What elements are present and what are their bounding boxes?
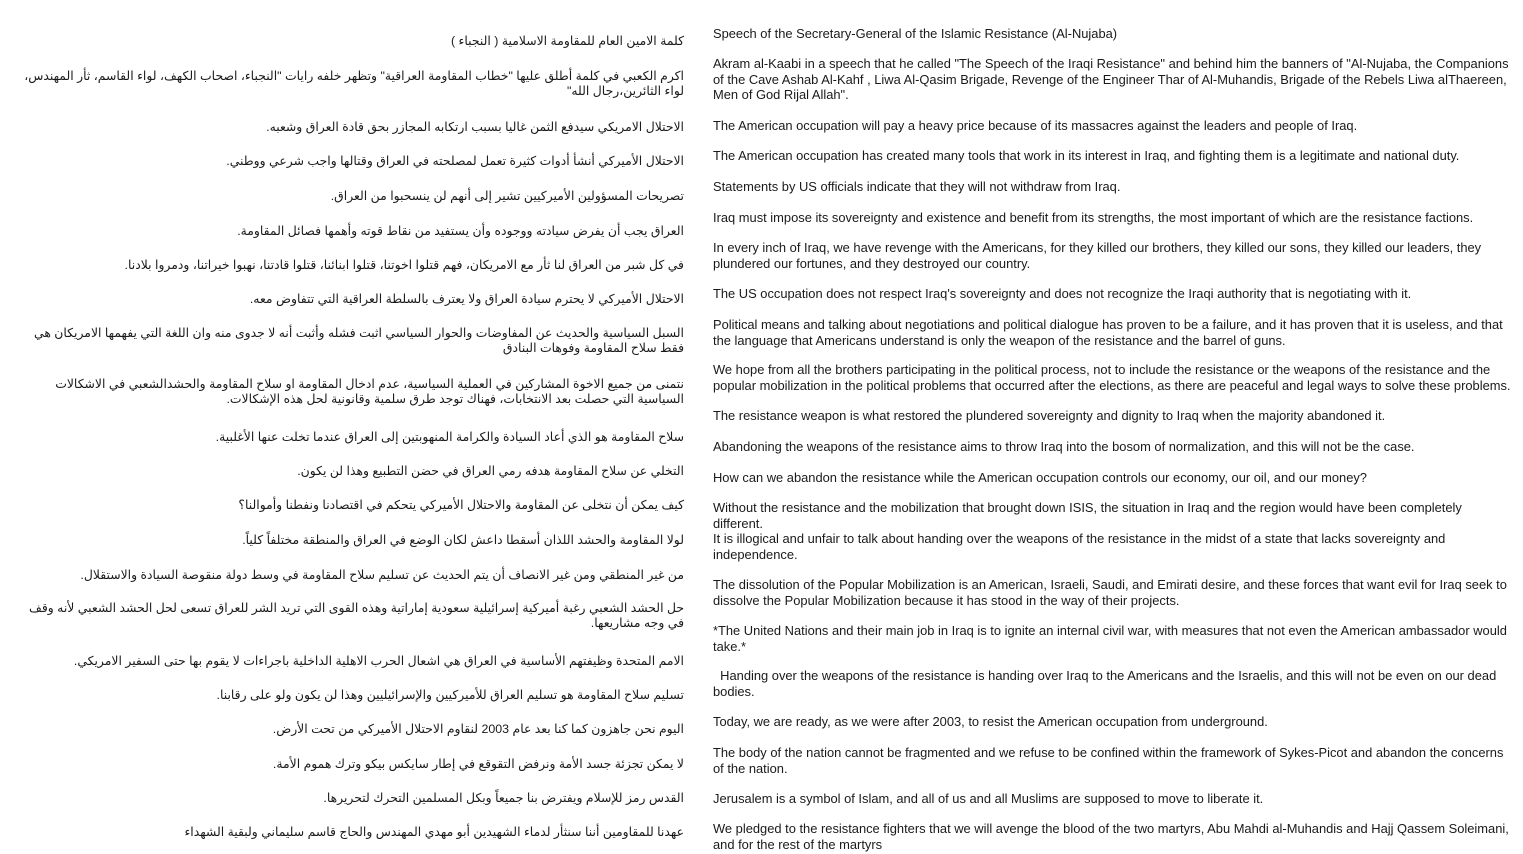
english-paragraph: Today, we are ready, as we were after 2003, to resist the American occupation from underground. — [713, 714, 1268, 729]
arabic-paragraph: الاحتلال الامريكي سيدفع الثمن غاليا بسبب ارتكابه المجازر بحق قادة العراق وشعبه. — [266, 120, 684, 134]
arabic-paragraph: تصريحات المسؤولين الأميركيين تشير إلى أنهم لن ينسحبوا من العراق. — [330, 189, 684, 203]
english-paragraph: The American occupation has created many tools that work in its interest in Iraq, and fighting them is a legitimate and national duty. — [713, 148, 1460, 163]
english-paragraph: *The United Nations and their main job in Iraq is to ignite an internal civil war, with measures that not even the American ambassador would take.* — [713, 623, 1507, 654]
arabic-paragraph: لا يمكن تجزئة جسد الأمة ونرفض التقوقع في إطار سايكس بيكو وترك هموم الأمة. — [272, 757, 684, 771]
arabic-paragraph: لولا المقاومة والحشد اللذان أسقطا داعش لكان الوضع في العراق والمنطقة مختلفاً كلياً. — [242, 533, 684, 547]
arabic-paragraph: في كل شبر من العراق لنا ثأر مع الامريكان، فهم قتلوا اخوتنا، قتلوا ابنائنا، قتلوا قادتنا، نهبوا خيراتنا، ودمروا بلادنا. — [124, 258, 684, 272]
english-paragraph: Handing over the weapons of the resistance is handing over Iraq to the Americans and the Israelis, and this will not be even on our dead bodies. — [713, 668, 1500, 699]
english-title: Speech of the Secretary-General of the Islamic Resistance (Al-Nujaba) — [713, 26, 1118, 41]
english-column — [713, 0, 1513, 854]
english-paragraph: The dissolution of the Popular Mobilization is an American, Israeli, Saudi, and Emirati desire, and these forces that want evil for Iraq seek to dissolve the Popular Mobilization because it has stood in the way of their projects. — [713, 577, 1507, 608]
arabic-paragraph: نتمنى من جميع الاخوة المشاركين في العملية السياسية، عدم ادخال المقاومة او سلاح المقاومة والحشدالشعبي في الاشكالات السياسية التي حصلت بعد الانتخابات، فهناك توجد طرق سلمية وقانونية لحل هذه الإشكالات. — [55, 377, 684, 406]
english-paragraph: The resistance weapon is what restored the plundered sovereignty and dignity to Iraq when the majority abandoned it. — [713, 408, 1386, 423]
arabic-paragraph: الامم المتحدة وظيفتهم الأساسية في العراق هي اشعال الحرب الاهلية الداخلية باجراءات لا يقوم بها حتى السفير الامريكي. — [73, 654, 684, 668]
english-paragraph: We hope from all the brothers participating in the political process, not to include the resistance or the weapons of the resistance and the popular mobilization in the political problems that occurred after the elections, as there are peaceful and legal ways to solve these problems. — [713, 362, 1511, 393]
arabic-column — [24, 0, 684, 854]
english-paragraph: Jerusalem is a symbol of Islam, and all of us and all Muslims are supposed to move to liberate it. — [713, 791, 1264, 806]
english-paragraph: The American occupation will pay a heavy price because of its massacres against the leaders and people of Iraq. — [713, 118, 1358, 133]
english-paragraph: Akram al-Kaabi in a speech that he called "The Speech of the Iraqi Resistance" and behind him the banners of "Al-Nujaba, the Companions of the Cave Ashab Al-Kahf , Liwa Al-Qasim Brigade, Revenge of the Engineer Thar of Al-Muhandis, Brigade of the Rebels Liwa alThaereen, Men of God Rijal Allah". — [713, 56, 1509, 102]
arabic-paragraph: الاحتلال الأميركي لا يحترم سيادة العراق ولا يعترف بالسلطة العراقية التي تتفاوض معه. — [249, 292, 684, 306]
arabic-paragraph: القدس رمز للإسلام ويفترض بنا جميعاً وبكل المسلمين التحرك لتحريرها. — [323, 791, 684, 805]
english-paragraph: The US occupation does not respect Iraq's sovereignty and does not recognize the Iraqi authority that is negotiating with it. — [713, 286, 1412, 301]
arabic-paragraph: التخلي عن سلاح المقاومة هدفه رمي العراق في حضن التطبيع وهذا لن يكون. — [297, 464, 684, 478]
arabic-paragraph: اكرم الكعبي في كلمة أطلق عليها "خطاب المقاومة العراقية" وتظهر خلفه رايات "النجباء، اصحاب الكهف، لواء القاسم، ثأر المهندس، لواء الثائرين،رجال الله" — [24, 69, 684, 98]
arabic-paragraph: الاحتلال الأميركي أنشأ أدوات كثيرة تعمل لمصلحته في العراق وقتالها واجب شرعي ووطني. — [226, 154, 684, 168]
arabic-paragraph: كيف يمكن أن نتخلى عن المقاومة والاحتلال الأميركي يتحكم في اقتصادنا ونفطنا وأموالنا؟ — [238, 498, 684, 512]
arabic-paragraph: عهدنا للمقاومين أننا سنثأر لدماء الشهيدين أبو مهدي المهندس والحاج قاسم سليماني ولبقية الشهداء — [184, 825, 684, 839]
arabic-paragraph: اليوم نحن جاهزون كما كنا بعد عام 2003 لنقاوم الاحتلال الأميركي من تحت الأرض. — [272, 722, 684, 736]
arabic-paragraph: العراق يجب أن يفرض سيادته ووجوده وأن يستفيد من نقاط قوته وأهمها فصائل المقاومة. — [237, 224, 684, 238]
arabic-paragraph: سلاح المقاومة هو الذي أعاد السيادة والكرامة المنهوبتين إلى العراق عندما تخلت عنها الأغلبية. — [215, 430, 684, 444]
arabic-title: كلمة الامين العام للمقاومة الاسلامية ( النجباء ) — [450, 34, 684, 48]
english-paragraph: The body of the nation cannot be fragmented and we refuse to be confined within the framework of Sykes-Picot and abandon the concerns of the nation. — [713, 745, 1504, 776]
english-paragraph: We pledged to the resistance fighters that we will avenge the blood of the two martyrs, Abu Mahdi al-Muhandis and Hajj Qassem Soleimani, and for the rest of the martyrs — [713, 821, 1509, 852]
english-paragraph: It is illogical and unfair to talk about handing over the weapons of the resistance in the midst of a state that lacks sovereignty and independence. — [713, 531, 1446, 562]
english-paragraph: Without the resistance and the mobilization that brought down ISIS, the situation in Iraq and the region would have been completely different. — [713, 500, 1462, 531]
arabic-paragraph: من غير المنطقي ومن غير الانصاف أن يتم الحديث عن تسليم سلاح المقاومة في وسط دولة منقوصة السيادة والاستقلال. — [80, 568, 684, 582]
english-paragraph: Iraq must impose its sovereignty and existence and benefit from its strengths, the most important of which are the resistance factions. — [713, 210, 1474, 225]
english-paragraph: Political means and talking about negotiations and political dialogue has proven to be a failure, and it has proven that it is useless, and that the language that Americans understand is only the weapon of the resistance and the barrel of guns. — [713, 317, 1503, 348]
english-paragraph: How can we abandon the resistance while the American occupation controls our economy, our oil, and our money? — [713, 470, 1367, 485]
english-paragraph: In every inch of Iraq, we have revenge with the Americans, for they killed our brothers, they killed our sons, they killed our leaders, they plundered our fortunes, and they destroyed our country. — [713, 240, 1482, 271]
arabic-paragraph: السبل السياسية والحديث عن المفاوضات والحوار السياسي اثبت فشله وأثبت أنه لا جدوى منه وان اللغة التي يفهمها الامريكان هي فقط سلاح المقاومة وفوهات البنادق — [34, 326, 684, 355]
arabic-paragraph: حل الحشد الشعبي رغبة أميركية إسرائيلية سعودية إماراتية وهذه القوى التي تريد الشر للعراق تسعى لحل الحشد الشعبي لأنه وقف في وجه مشاريعها. — [29, 601, 684, 630]
arabic-paragraph: تسليم سلاح المقاومة هو تسليم العراق للأميركيين والإسرائيليين وهذا لن يكون ولو على رقابنا. — [216, 688, 684, 702]
english-paragraph: Abandoning the weapons of the resistance aims to throw Iraq into the bosom of normalization, and this will not be the case. — [713, 439, 1415, 454]
english-paragraph: Statements by US officials indicate that they will not withdraw from Iraq. — [713, 179, 1121, 194]
